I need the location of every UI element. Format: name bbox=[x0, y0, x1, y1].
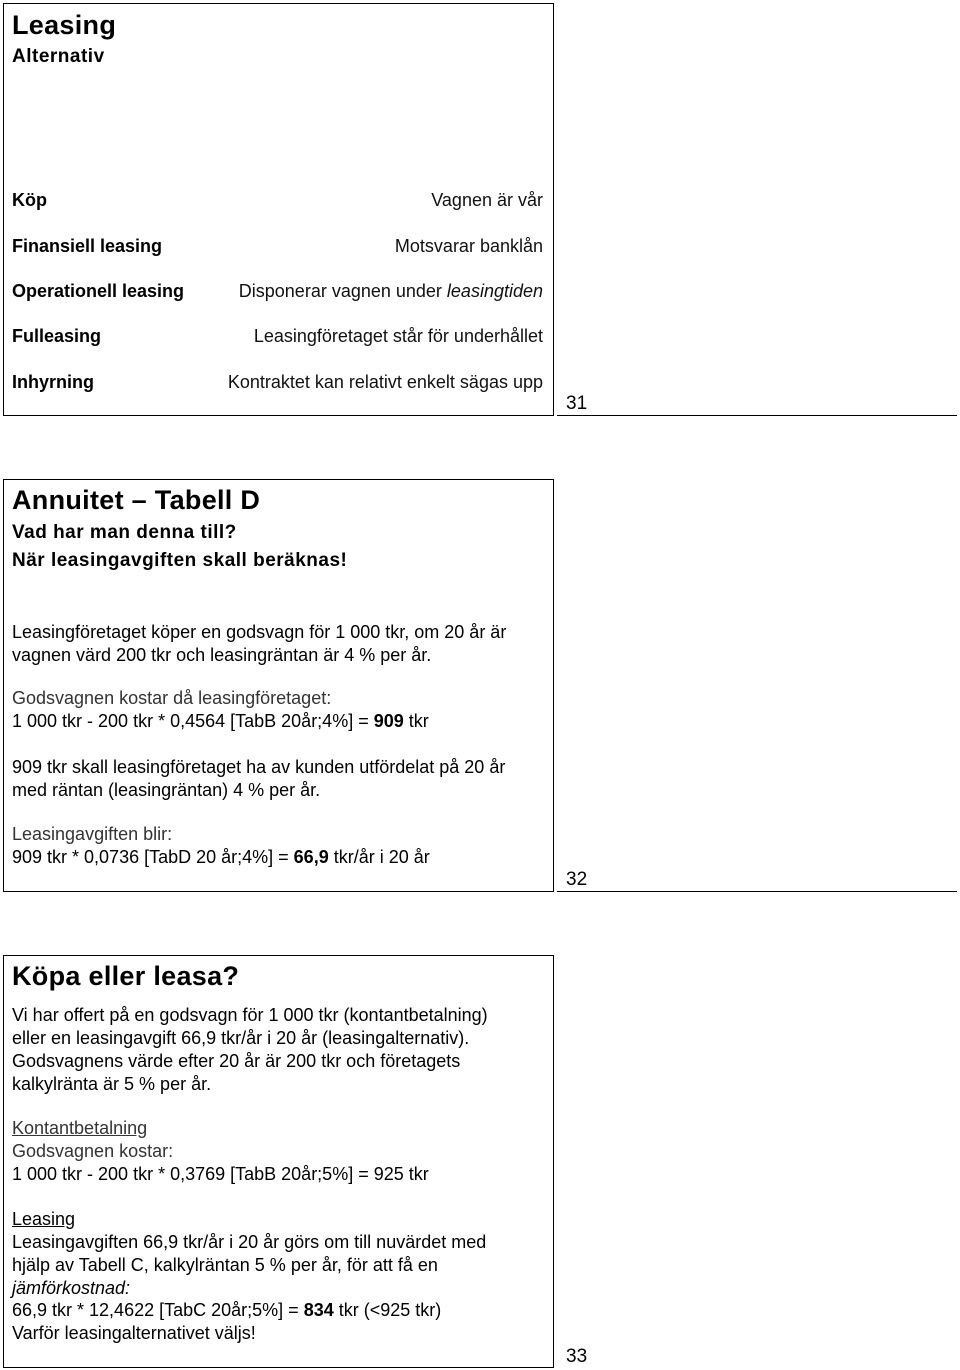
row-desc: Leasingföretaget står för underhållet bbox=[253, 326, 543, 346]
paragraph-line: Leasingavgiften 66,9 tkr/år i 20 år görs om till nuvärdet med bbox=[12, 1232, 487, 1252]
paragraph-line: vagnen värd 200 tkr och leasingräntan är 4 % per år. bbox=[12, 645, 432, 665]
lease-heading: Leasing bbox=[12, 1209, 76, 1229]
paragraph-line: med räntan (leasingräntan) 4 % per år. bbox=[12, 780, 321, 800]
fee-result: 66,9 bbox=[293, 847, 329, 867]
row-desc-text: Disponerar vagnen under bbox=[238, 281, 447, 301]
lease-calc-result: 834 bbox=[303, 1300, 334, 1320]
cash-calculation: 1 000 tkr - 200 tkr * 0,3769 [TabB 20år;5%] = 925 tkr bbox=[12, 1164, 429, 1184]
cash-label: Godsvagnen kostar: bbox=[12, 1141, 174, 1161]
paragraph-line: Leasingföretaget köper en godsvagn för 1 000 tkr, om 20 år är bbox=[12, 622, 507, 642]
page-number: 33 bbox=[566, 1346, 588, 1367]
slide-32 bbox=[3, 479, 554, 892]
fee-calc-text: 909 tkr * 0,0736 [TabD 20 år;4%] = bbox=[12, 847, 294, 867]
conclusion: Varför leasingalternativet väljs! bbox=[12, 1323, 256, 1343]
row-desc bbox=[239, 281, 543, 302]
paragraph-line: eller en leasingavgift 66,9 tkr/år i 20 år (leasingalternativ). bbox=[12, 1028, 470, 1048]
paragraph-line: 909 tkr skall leasingföretaget ha av kunden utfördelat på 20 år bbox=[12, 757, 506, 777]
row-label: Fulleasing bbox=[12, 326, 102, 346]
paragraph-line: kalkylränta är 5 % per år. bbox=[12, 1074, 212, 1094]
lease-calc-post: tkr (<925 tkr) bbox=[333, 1300, 442, 1320]
fee-label: Leasingavgiften blir: bbox=[12, 824, 173, 844]
paragraph-line: Vi har offert på en godsvagn för 1 000 tkr (kontantbetalning) bbox=[12, 1005, 488, 1025]
row-desc-emphasis: leasingtiden bbox=[446, 281, 543, 301]
cash-heading: Kontantbetalning bbox=[12, 1118, 148, 1138]
row-desc: Vagnen är vår bbox=[431, 190, 543, 210]
row-label: Operationell leasing bbox=[12, 281, 185, 301]
lease-calculation bbox=[12, 1300, 441, 1321]
slide-answer: När leasingavgiften skall beräknas! bbox=[12, 550, 348, 571]
row-label: Köp bbox=[12, 190, 47, 210]
cost-calculation bbox=[12, 711, 429, 732]
paragraph-line: jämförkostnad: bbox=[12, 1278, 131, 1298]
paragraph-line: Godsvagnens värde efter 20 år är 200 tkr och företagets bbox=[12, 1051, 461, 1071]
page-divider bbox=[557, 891, 957, 892]
cost-calc-text: 1 000 tkr - 200 tkr * 0,4564 [TabB 20år;4%] = bbox=[12, 711, 374, 731]
row-label: Inhyrning bbox=[12, 372, 94, 392]
slide-title: Annuitet – Tabell D bbox=[12, 485, 261, 515]
row-label: Finansiell leasing bbox=[12, 236, 163, 256]
cost-label: Godsvagnen kostar då leasingföretaget: bbox=[12, 688, 332, 708]
fee-unit: tkr/år i 20 år bbox=[328, 847, 430, 867]
page-number: 32 bbox=[566, 869, 588, 890]
lease-calc-text: 66,9 tkr * 12,4622 [TabC 20år;5%] = bbox=[12, 1300, 304, 1320]
slide-title: Köpa eller leasa? bbox=[12, 961, 240, 991]
slide-question: Vad har man denna till? bbox=[12, 522, 237, 543]
slide-title: Leasing bbox=[12, 10, 117, 40]
page-number: 31 bbox=[566, 393, 588, 414]
page-divider bbox=[557, 415, 957, 416]
row-desc: Motsvarar banklån bbox=[394, 236, 543, 256]
slide-31 bbox=[3, 3, 554, 416]
cost-result: 909 bbox=[373, 711, 404, 731]
fee-calculation bbox=[12, 847, 430, 868]
slide-subtitle: Alternativ bbox=[12, 46, 105, 67]
row-desc: Kontraktet kan relativt enkelt sägas upp bbox=[227, 372, 543, 392]
cost-unit: tkr bbox=[403, 711, 429, 731]
paragraph-line: hjälp av Tabell C, kalkylräntan 5 % per år, för att få en bbox=[12, 1255, 438, 1275]
slide-33 bbox=[3, 955, 554, 1368]
